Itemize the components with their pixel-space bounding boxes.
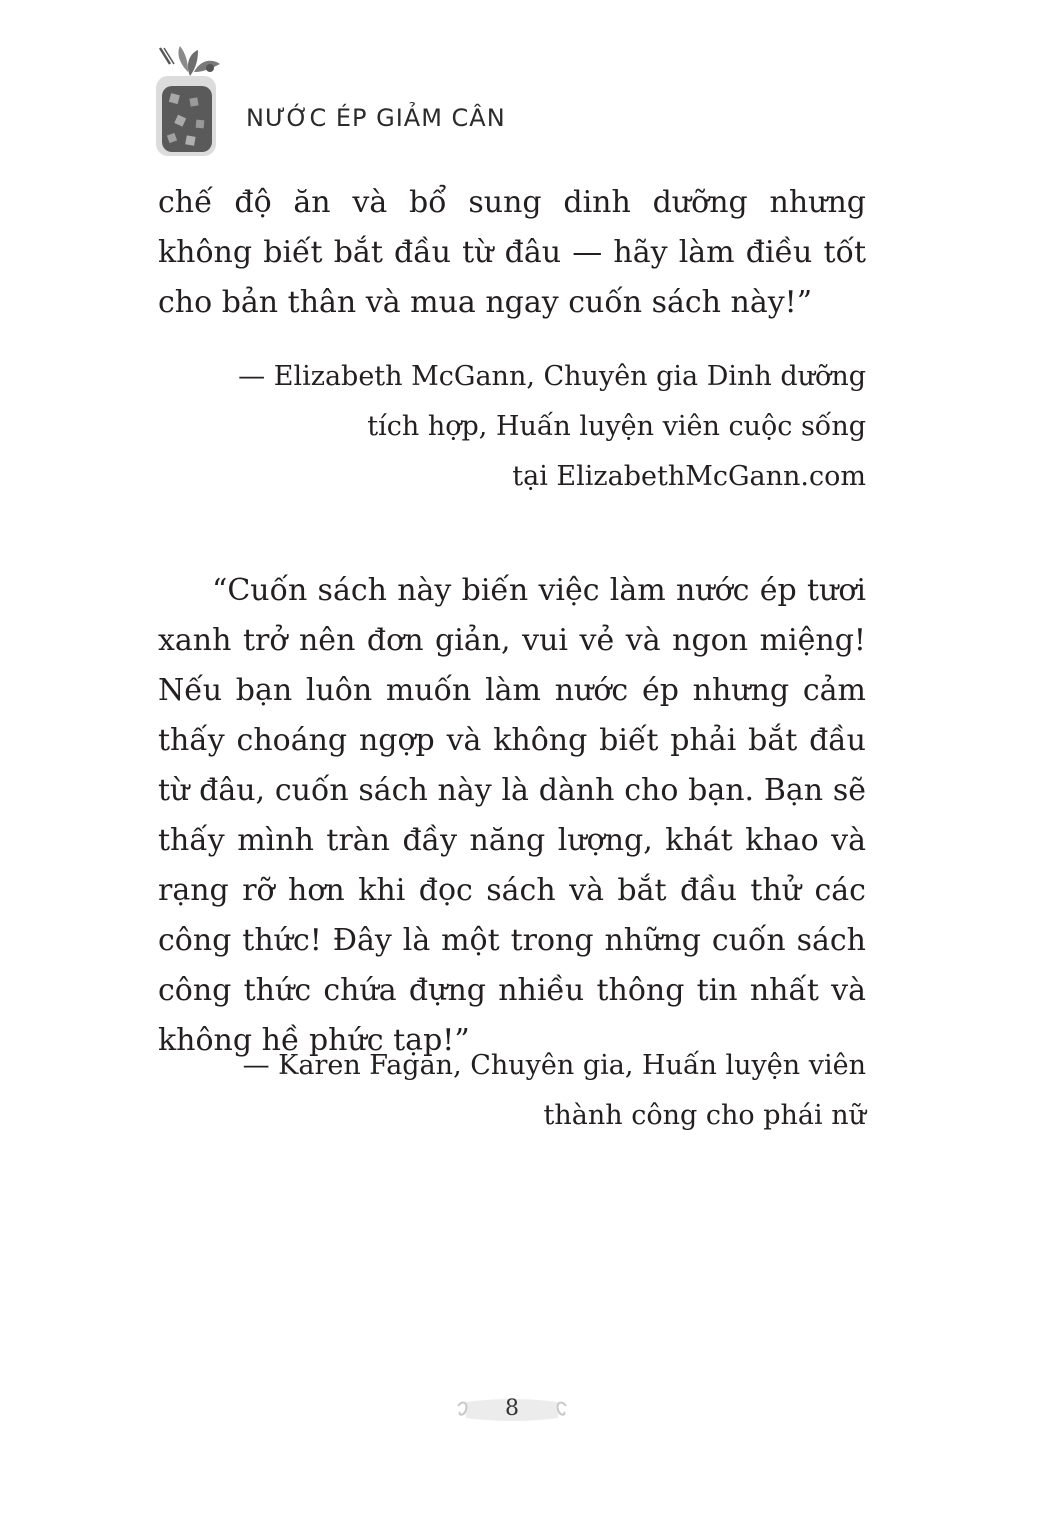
running-title: NƯỚC ÉP GIẢM CÂN xyxy=(246,104,506,132)
testimonial-quote-1 xyxy=(158,178,866,328)
testimonial-attribution-2 xyxy=(226,1041,866,1141)
page-number-ornament xyxy=(452,1392,572,1426)
attribution-1-line-2: tích hợp, Huấn luyện viên cuộc sống xyxy=(367,411,866,442)
attribution-1-line-1: — Elizabeth McGann, Chuyên gia Dinh dưỡng xyxy=(238,361,866,392)
testimonial-quote-2 xyxy=(158,566,866,1066)
quote-2-text: “Cuốn sách này biến việc làm nước ép tươi xanh trở nên đơn giản, vui vẻ và ngon miệng! Nếu bạn luôn muốn làm nước ép nhưng cảm thấy choáng ngợp và không biết phải bắt đầu từ đâu, cuốn sách này là dành cho bạn. Bạn sẽ thấy mình tràn đầy năng lượng, khát khao và rạng rỡ hơn khi đọc sách và bắt đầu thử các công thức! Đây là một trong những cuốn sách công thức chứa đựng nhiều thông tin nhất và không hề phức tạp!” xyxy=(158,573,866,1058)
attribution-2-line-2: thành công cho phái nữ xyxy=(543,1100,866,1131)
quote-1-text: chế độ ăn và bổ sung dinh dưỡng nhưng không biết bắt đầu từ đâu — hãy làm điều tốt cho bản thân và mua ngay cuốn sách này!” xyxy=(158,185,866,320)
juice-jar-icon xyxy=(150,42,226,160)
testimonial-attribution-1 xyxy=(226,352,866,502)
page-number: 8 xyxy=(505,1396,519,1421)
attribution-2-line-1: — Karen Fagan, Chuyên gia, Huấn luyện viên xyxy=(242,1050,866,1081)
attribution-1-line-3: tại ElizabethMcGann.com xyxy=(512,461,866,492)
